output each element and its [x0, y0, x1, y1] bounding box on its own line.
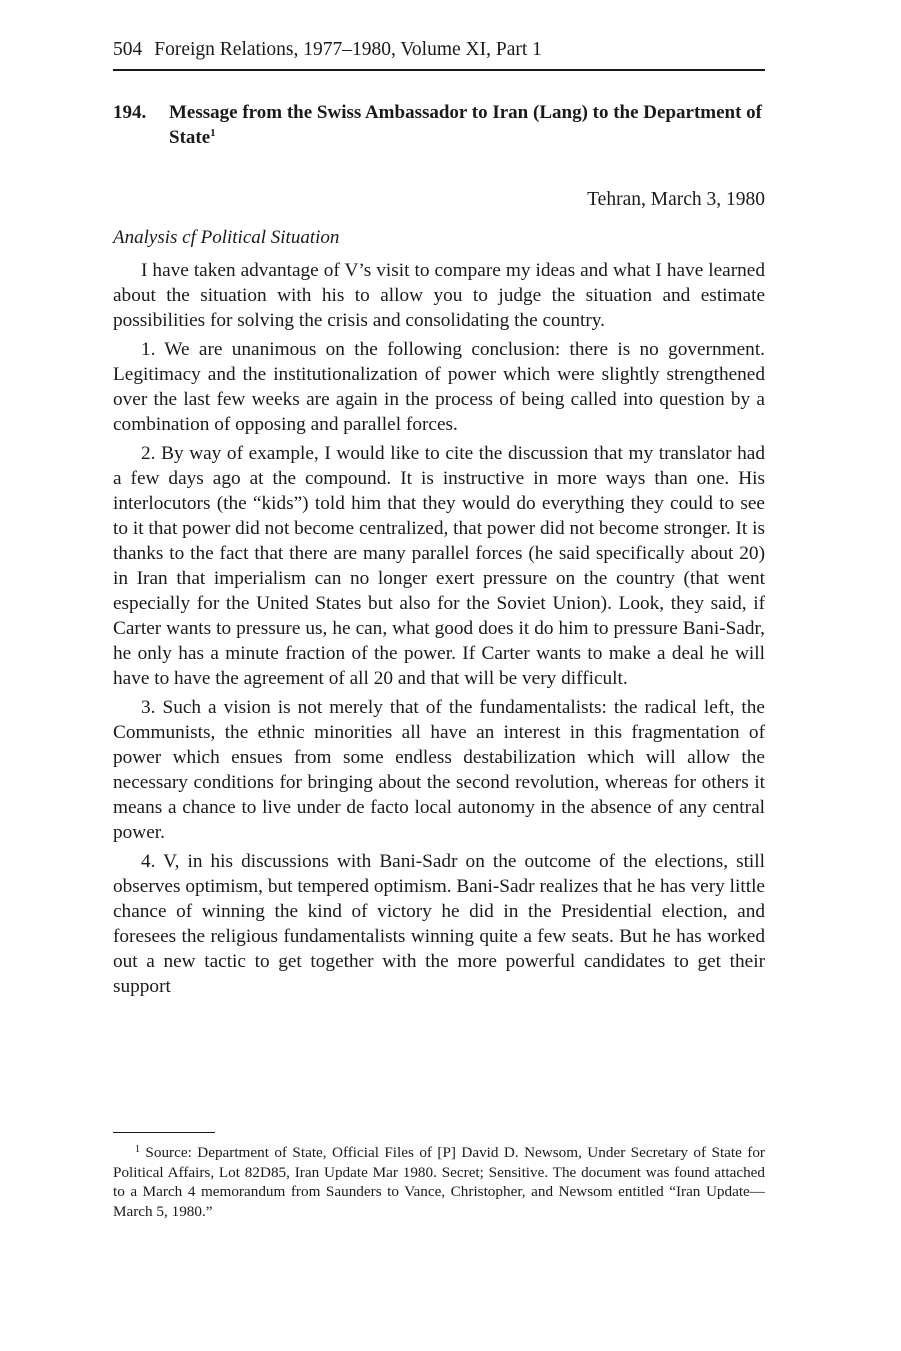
page-number: 504 — [113, 39, 143, 60]
footnote-rule — [113, 1132, 215, 1133]
header-rule — [113, 69, 765, 71]
footnote — [113, 1143, 765, 1221]
document-title: Message from the Swiss Ambassador to Iran (Lang) to the Department of State — [169, 102, 763, 148]
footnote-marker: 1 — [135, 1144, 140, 1155]
paragraph-1: 1. We are unanimous on the following conclusion: there is no government. Legitimacy and the institutionalization of power which were slightly strengthened over the last few weeks are again in the process of being called into question by a combination of opposing and parallel forces. — [113, 339, 765, 435]
document-number: 194. — [113, 102, 147, 123]
section-subheading: Analysis cf Political Situation — [113, 227, 340, 248]
paragraph-intro: I have taken advantage of V’s visit to compare my ideas and what I have learned about the situation with his to allow you to judge the situation and estimate possibilities for solving the crisis and consolidating the country. — [113, 260, 765, 331]
running-head — [113, 38, 765, 62]
document-title-block — [169, 100, 765, 150]
paragraph-2: 2. By way of example, I would like to cite the discussion that my translator had a few days ago at the compound. It is instructive in more ways than one. His interlocutors (the “kids”) told him that they would do everything they could to see to it that power did not become centralized, that power did not become stronger. It is thanks to the fact that there are many parallel forces (he said specifically about 20) in Iran that imperialism can no longer exert pressure on the country (that went especially for the United States but also for the Soviet Union). Look, they said, if Carter wants to pressure us, he can, what good does it do him to pressure Bani-Sadr, he only has a minute fraction of the power. If Carter wants to make a deal he will have to have the agreement of all 20 and that will be very difficult. — [113, 443, 765, 689]
body-text — [113, 258, 765, 1003]
document-heading — [113, 100, 765, 150]
footnote-text: Source: Department of State, Official Files of [P] David D. Newsom, Under Secretary of State for Political Affairs, Lot 82D85, Iran Update Mar 1980. Secret; Sensitive. The document was found attached to a March 4 memorandum from Saunders to Vance, Christopher, and Newsom entitled “Iran Update—March 5, 1980.” — [113, 1144, 765, 1220]
paragraph-4: 4. V, in his discussions with Bani-Sadr on the outcome of the elections, still observes optimism, but tempered optimism. Bani-Sadr realizes that he has very little chance of winning the kind of victory he did in the Presidential election, and foresees the religious fundamentalists winning quite a few seats. But he has worked out a new tactic to get together with the more powerful candidates to get their support — [113, 851, 765, 997]
dateline: Tehran, March 3, 1980 — [587, 189, 765, 210]
series-title: Foreign Relations, 1977–1980, Volume XI, Part 1 — [154, 39, 542, 60]
footnote-reference[interactable]: 1 — [210, 127, 216, 139]
paragraph-3: 3. Such a vision is not merely that of the fundamentalists: the radical left, the Communists, the ethnic minorities all have an interest in this fragmentation of power which ensues from some endless destabilization which will allow the necessary conditions for bringing about the second revolution, whereas for others it means a chance to live under de facto local autonomy in the absence of any central power. — [113, 697, 765, 843]
